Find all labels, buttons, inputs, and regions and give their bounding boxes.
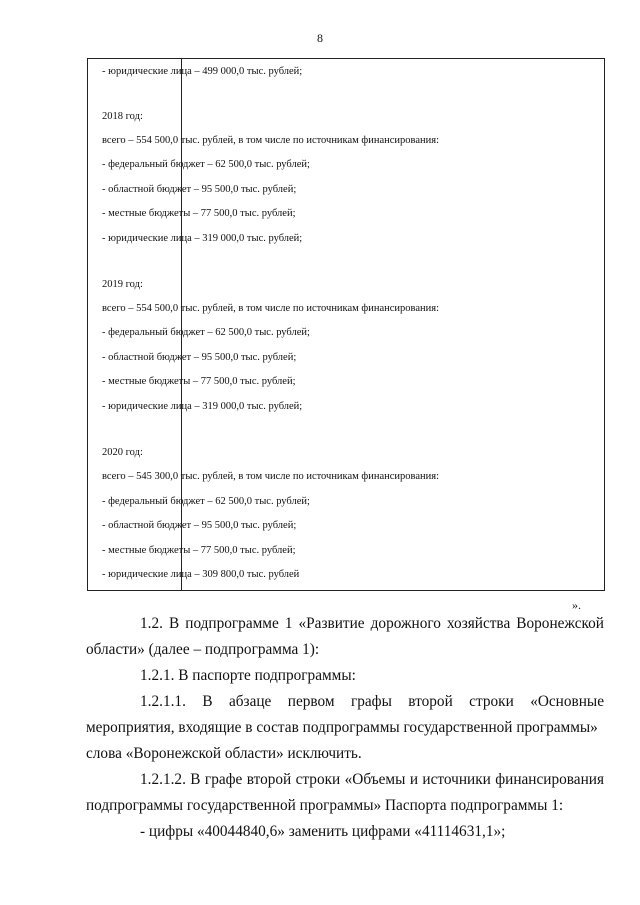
table-line: - областной бюджет – 95 500,0 тыс. рублей; — [102, 352, 297, 363]
table-line: - областной бюджет – 95 500,0 тыс. рублей; — [102, 520, 297, 531]
table-line: - областной бюджет – 95 500,0 тыс. рублей; — [102, 184, 297, 195]
table-line: - местные бюджеты – 77 500,0 тыс. рублей; — [102, 208, 296, 219]
table-line: - юридические лица – 319 000,0 тыс. рублей; — [102, 401, 303, 412]
paragraph-line: 1.2. В подпрограмме 1 «Развитие дорожного хозяйства Воронежской — [140, 615, 604, 632]
year-heading: 2019 год: — [102, 279, 143, 290]
paragraph-line: подпрограммы государственной программы» Паспорта подпрограммы 1: — [86, 797, 564, 814]
year-heading: 2018 год: — [102, 111, 143, 122]
paragraph-line: - цифры «40044840,6» заменить цифрами «41114631,1»; — [140, 823, 506, 840]
table-line: - местные бюджеты – 77 500,0 тыс. рублей; — [102, 545, 296, 556]
closing-quote: ». — [572, 598, 581, 612]
table-line: - федеральный бюджет – 62 500,0 тыс. рублей; — [102, 327, 310, 338]
paragraph-line: 1.2.1.2. В графе второй строки «Объемы и источники финансирования — [140, 771, 604, 788]
table-line: всего – 545 300,0 тыс. рублей, в том числе по источникам финансирования: — [102, 471, 439, 482]
table-line: - юридические лица – 309 800,0 тыс. рублей — [102, 569, 300, 580]
paragraph-line: 1.2.1.1. В абзаце первом графы второй строки «Основные — [140, 693, 604, 710]
year-heading: 2020 год: — [102, 447, 143, 458]
table-line: всего – 554 500,0 тыс. рублей, в том числе по источникам финансирования: — [102, 303, 439, 314]
table-line: - федеральный бюджет – 62 500,0 тыс. рублей; — [102, 496, 310, 507]
paragraph-line: области» (далее – подпрограмма 1): — [86, 641, 320, 658]
paragraph-line: 1.2.1. В паспорте подпрограммы: — [140, 667, 356, 684]
paragraph-line: мероприятия, входящие в состав подпрограммы государственной программы» — [86, 719, 598, 736]
table-line: - местные бюджеты – 77 500,0 тыс. рублей; — [102, 376, 296, 387]
paragraph-line: слова «Воронежской области» исключить. — [86, 745, 362, 762]
table-line: - федеральный бюджет – 62 500,0 тыс. рублей; — [102, 159, 310, 170]
table-line: всего – 554 500,0 тыс. рублей, в том числе по источникам финансирования: — [102, 135, 439, 146]
table-line: - юридические лица – 499 000,0 тыс. рублей; — [102, 66, 303, 77]
page-number: 8 — [317, 31, 323, 45]
table-line: - юридические лица – 319 000,0 тыс. рублей; — [102, 233, 303, 244]
